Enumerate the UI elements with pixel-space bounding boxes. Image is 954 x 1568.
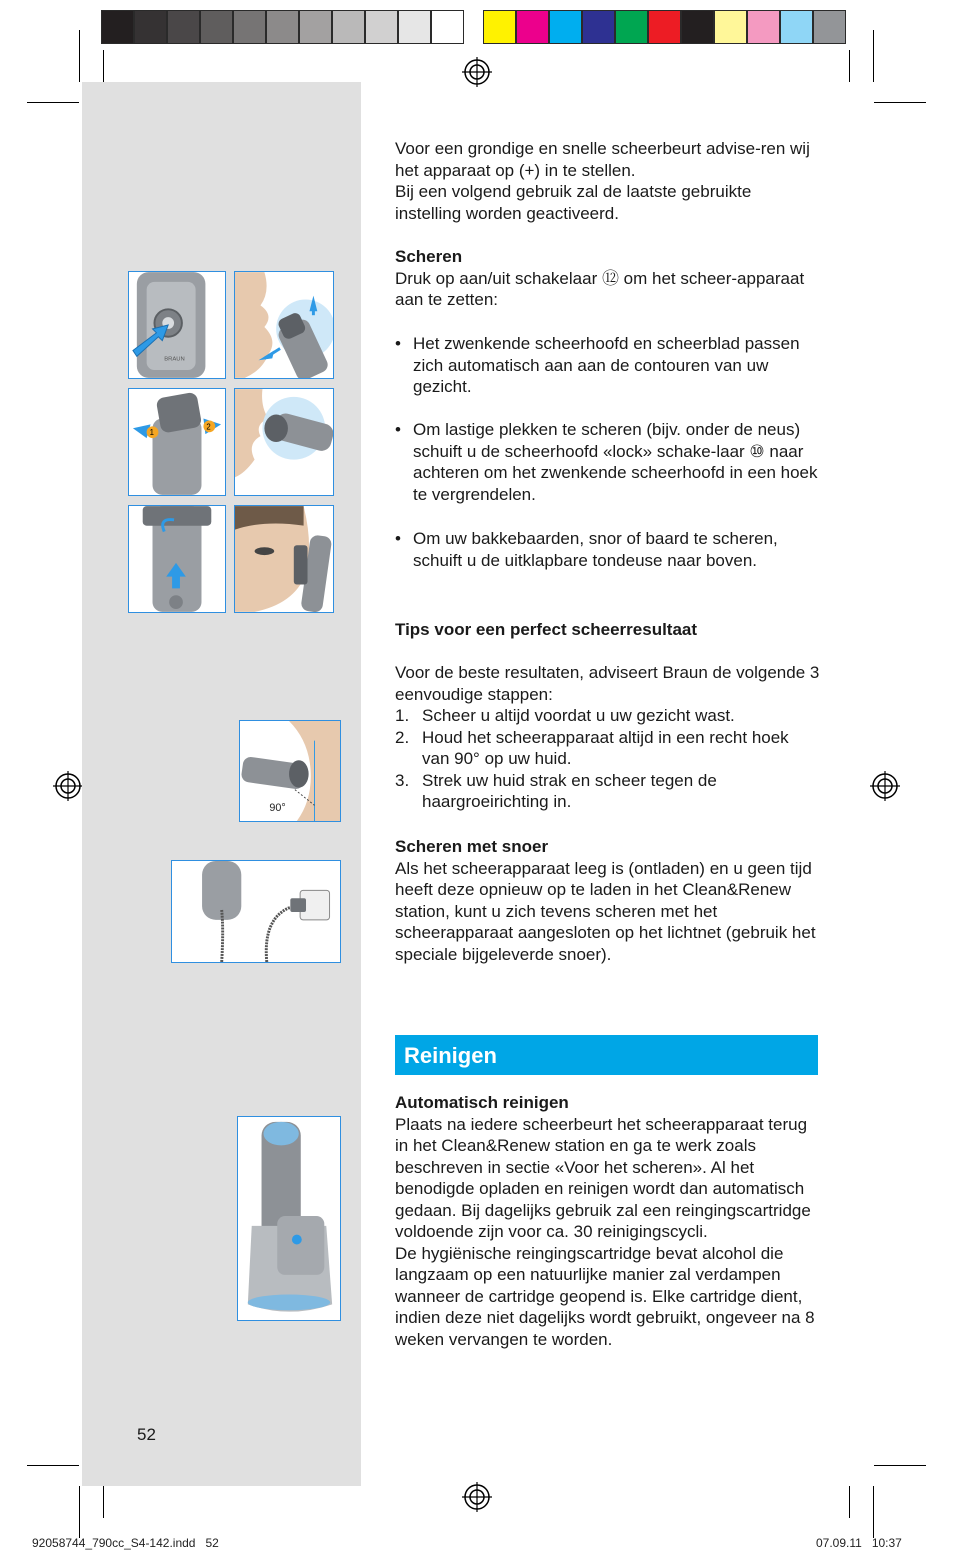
color-swatch	[398, 10, 431, 44]
color-swatch	[747, 10, 780, 44]
list-item	[395, 727, 820, 770]
color-swatch	[299, 10, 332, 44]
bullet-list	[395, 333, 820, 398]
color-swatch	[101, 10, 134, 44]
color-swatch	[648, 10, 681, 44]
tips-list	[395, 705, 820, 813]
color-swatch	[365, 10, 398, 44]
crop-mark	[874, 102, 926, 103]
color-swatch	[549, 10, 582, 44]
crop-mark	[103, 1486, 104, 1518]
color-swatch	[266, 10, 299, 44]
footer-file-info: 92058744_790cc_S4-142.indd 52	[32, 1536, 219, 1550]
bullet-text: Het zwenkende scheerhoofd en scheerblad passen zich automatisch aan aan de contouren van uw gezicht.	[413, 334, 800, 396]
color-bar	[483, 10, 846, 44]
bullet-list	[395, 528, 820, 571]
figure-lock-switch	[128, 388, 226, 496]
step-2-label: 2	[206, 422, 211, 432]
color-swatch	[714, 10, 747, 44]
registration-mark-icon	[462, 57, 492, 87]
list-item	[395, 528, 820, 571]
bullet-mark: •	[395, 334, 401, 353]
figure-shaving-chin	[234, 271, 334, 379]
scheren-paragraph: Druk op aan/uit schakelaar ⑫ om het scheer-apparaat aan te zetten:	[395, 268, 805, 309]
auto-clean-paragraph-1: Plaats na iedere scheerbeurt het scheerapparaat terug in het Clean&Renew station en ga te werk zoals beschreven in sectie «Voor het scheren». Al het benodigde opladen en reinigen wordt dan automatisch gedaan. Bij dagelijks gebruik zal een reingingscartridge voldoende zijn voor ca. 30 reinigingscycli.	[395, 1114, 811, 1241]
snoer-block	[395, 836, 820, 965]
page-number: 52	[137, 1425, 156, 1444]
color-swatch	[134, 10, 167, 44]
angle-label: 90°	[269, 802, 286, 815]
registration-mark-icon	[870, 771, 900, 801]
figure-power-button	[128, 271, 226, 379]
bullet-list	[395, 419, 820, 505]
registration-mark-icon	[462, 1482, 492, 1512]
figure-trimming-sideburns	[234, 505, 334, 613]
bullet-mark: •	[395, 420, 401, 439]
crop-mark	[27, 1465, 79, 1466]
bullet-text: Om uw bakkebaarden, snor of baard te scheren, schuift u de uitklapbare tondeuse naar boven.	[413, 529, 778, 570]
scheren-heading: Scheren	[395, 247, 463, 266]
grayscale-bar	[101, 10, 464, 44]
figure-90-degree-angle	[239, 720, 341, 822]
crop-mark	[79, 1486, 80, 1538]
color-swatch	[167, 10, 200, 44]
auto-clean-heading: Automatisch reinigen	[395, 1093, 569, 1112]
color-swatch	[516, 10, 549, 44]
section-title-reinigen: Reinigen	[395, 1035, 818, 1075]
color-swatch	[431, 10, 464, 44]
list-text: Scheer u altijd voordat u uw gezicht wast.	[422, 706, 735, 725]
crop-mark	[873, 1486, 874, 1538]
snoer-paragraph: Als het scheerapparaat leeg is (ontladen) en u geen tijd heeft deze opnieuw op te laden in het Clean&Renew station, kunt u zich tevens scheren met het scheerapparaat aangesloten op het lichtnet (gebruik het speciale bijgeleverde snoer).	[395, 858, 816, 964]
intro-paragraph-2: Bij een volgend gebruik zal de laatste gebruikte instelling worden geactiveerd.	[395, 182, 752, 223]
tips-intro: Voor de beste resultaten, adviseert Braun de volgende 3 eenvoudige stappen:	[395, 663, 820, 704]
figure-clean-renew-station	[237, 1116, 341, 1321]
color-swatch	[200, 10, 233, 44]
intro-block	[395, 138, 820, 224]
bullet-text: Om lastige plekken te scheren (bijv. onder de neus) schuift u de scheerhoofd «lock» schake-laar ⑩ naar achteren om het zwenkende scheerhoofd in een hoek te vergrendelen.	[413, 420, 818, 504]
crop-mark	[79, 30, 80, 82]
crop-mark	[873, 30, 874, 82]
intro-paragraph-1: Voor een grondige en snelle scheerbeurt advise-ren wij het apparaat op (+) in te stellen.	[395, 139, 810, 180]
auto-clean-block	[395, 1092, 820, 1350]
figure-mains-cord	[171, 860, 341, 963]
brand-label: BRAUN	[164, 356, 185, 363]
figure-shaving-under-nose	[234, 388, 334, 496]
color-swatch	[813, 10, 846, 44]
list-text: Houd het scheerapparaat altijd in een recht hoek van 90° op uw huid.	[422, 727, 789, 768]
crop-mark	[874, 1465, 926, 1466]
tips-block	[395, 619, 820, 813]
tips-heading: Tips voor een perfect scheerresultaat	[395, 620, 698, 639]
list-item	[395, 419, 820, 505]
snoer-heading: Scheren met snoer	[395, 837, 549, 856]
color-swatch	[681, 10, 714, 44]
list-item	[395, 705, 820, 727]
list-number: 3.	[395, 770, 410, 790]
registration-mark-icon	[53, 771, 83, 801]
auto-clean-paragraph-2: De hygiënische reingingscartridge bevat alcohol die langzaam op een natuurlijke manier zal verdampen wanneer de cartridge geopend is. Elke cartridge dient, indien deze niet dagelijks wordt gebruikt, ongeveer na 8 weken vervangen te worden.	[395, 1243, 815, 1349]
color-swatch	[332, 10, 365, 44]
color-swatch	[582, 10, 615, 44]
list-item	[395, 770, 820, 813]
bullet-mark: •	[395, 529, 401, 548]
crop-mark	[849, 1486, 850, 1518]
list-item	[395, 333, 820, 398]
figure-trimmer-up	[128, 505, 226, 613]
list-text: Strek uw huid strak en scheer tegen de haargroeirichting in.	[422, 770, 717, 811]
list-number: 1.	[395, 706, 410, 725]
color-swatch	[615, 10, 648, 44]
scheren-block	[395, 246, 820, 311]
list-number: 2.	[395, 727, 410, 747]
color-swatch	[233, 10, 266, 44]
color-swatch	[483, 10, 516, 44]
step-1-label: 1	[149, 428, 154, 438]
crop-mark	[849, 50, 850, 82]
color-swatch	[780, 10, 813, 44]
footer-timestamp: 07.09.11 10:37	[816, 1536, 902, 1550]
crop-mark	[103, 50, 104, 82]
crop-mark	[27, 102, 79, 103]
